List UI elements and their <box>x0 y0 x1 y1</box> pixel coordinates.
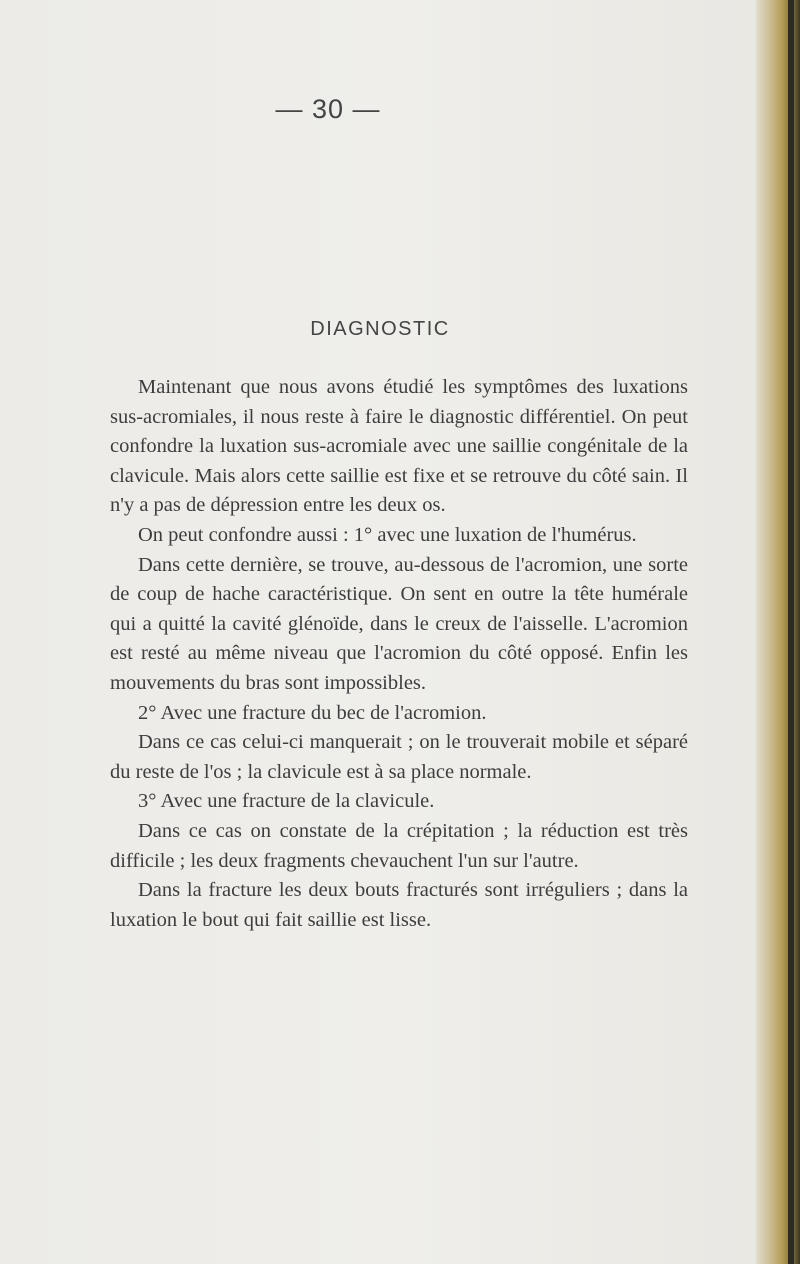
section-title: DIAGNOSTIC <box>310 318 450 340</box>
book-spine-edge <box>788 0 794 1264</box>
paragraph: Dans la fracture les deux bouts fracturés sont irréguliers ; dans la luxation le bout qui fait saillie est lisse. <box>110 879 688 931</box>
paragraph: Maintenant que nous avons étudié les symptômes des luxations sus-acromiales, il nous reste à faire le diagnostic différentiel. On peut confondre la luxation sus-acromiale avec une saillie congénitale de la clavicule. Mais alors cette saillie est fixe et se retrouve du côté sain. Il n'y a pas de dépression entre les deux os. <box>110 376 688 517</box>
paragraph: 3° Avec une fracture de la clavicule. <box>138 790 435 813</box>
paragraph: 2° Avec une fracture du bec de l'acromion. <box>138 701 487 724</box>
paragraph: On peut confondre aussi : 1° avec une luxation de l'humérus. <box>138 523 637 546</box>
paragraph: Dans cette dernière, se trouve, au-dessous de l'acromion, une sorte de coup de hache caractéristique. On sent en outre la tête humérale qui a quitté la cavité glénoïde, dans le creux de l'aisselle. L'acromion est resté au même niveau que l'acromion du côté opposé. Enfin les mouvements du bras sont impossibles. <box>110 553 688 694</box>
page-number: — 30 — <box>275 94 381 124</box>
paragraph: Dans ce cas celui-ci manquerait ; on le trouverait mobile et séparé du reste de l'os ; la clavicule est à sa place normale. <box>110 731 688 783</box>
paragraph: Dans ce cas on constate de la crépitation ; la réduction est très difficile ; les deux fragments chevauchent l'un sur l'autre. <box>110 819 688 872</box>
body-text <box>110 373 688 935</box>
